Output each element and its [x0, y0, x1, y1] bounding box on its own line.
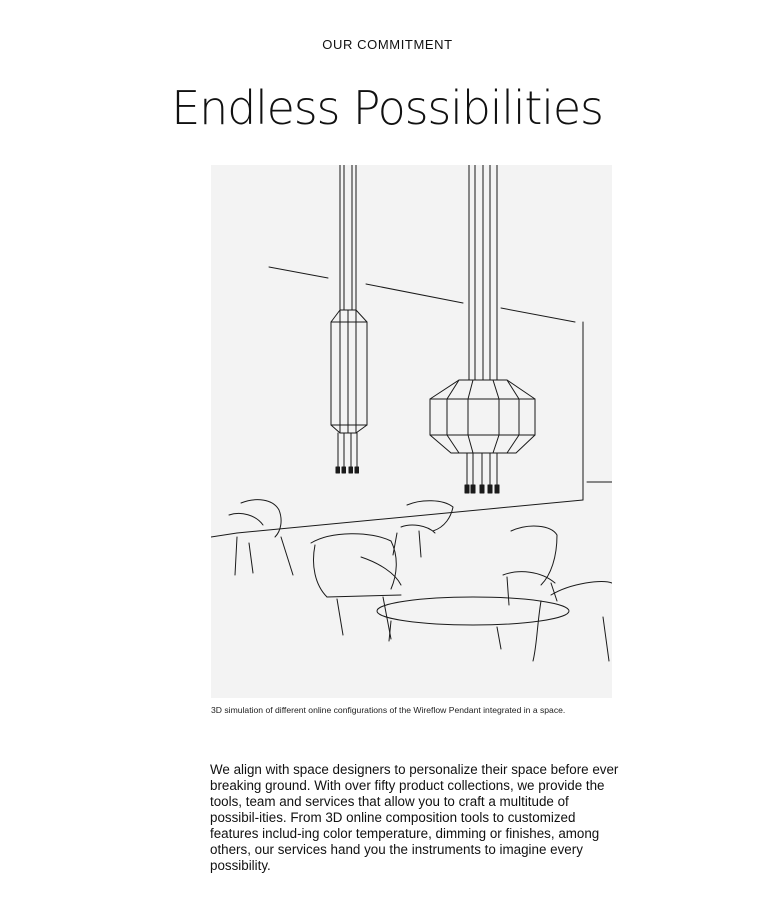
pendant-illustration — [211, 165, 612, 698]
pendant-left — [331, 165, 367, 473]
section-title: Endless Possibilities — [171, 81, 603, 135]
furniture — [229, 500, 612, 661]
pendant-right — [430, 165, 535, 493]
figure-caption: 3D simulation of different online configurations of the Wireflow Pendant integrated in a space. — [211, 705, 566, 715]
body-paragraph: We align with space designers to personalize their space before ever breaking ground. With over fifty product collections, we provide the tools, team and services that allow you to craft a multitude of possibil-ities. From 3D online composition tools to customized features includ-ing color temperature, dimming or finishes, among others, our services hand you the instruments to imagine every possibility. — [210, 762, 619, 873]
room-lines — [211, 267, 612, 537]
section-eyebrow: OUR COMMITMENT — [322, 37, 453, 52]
